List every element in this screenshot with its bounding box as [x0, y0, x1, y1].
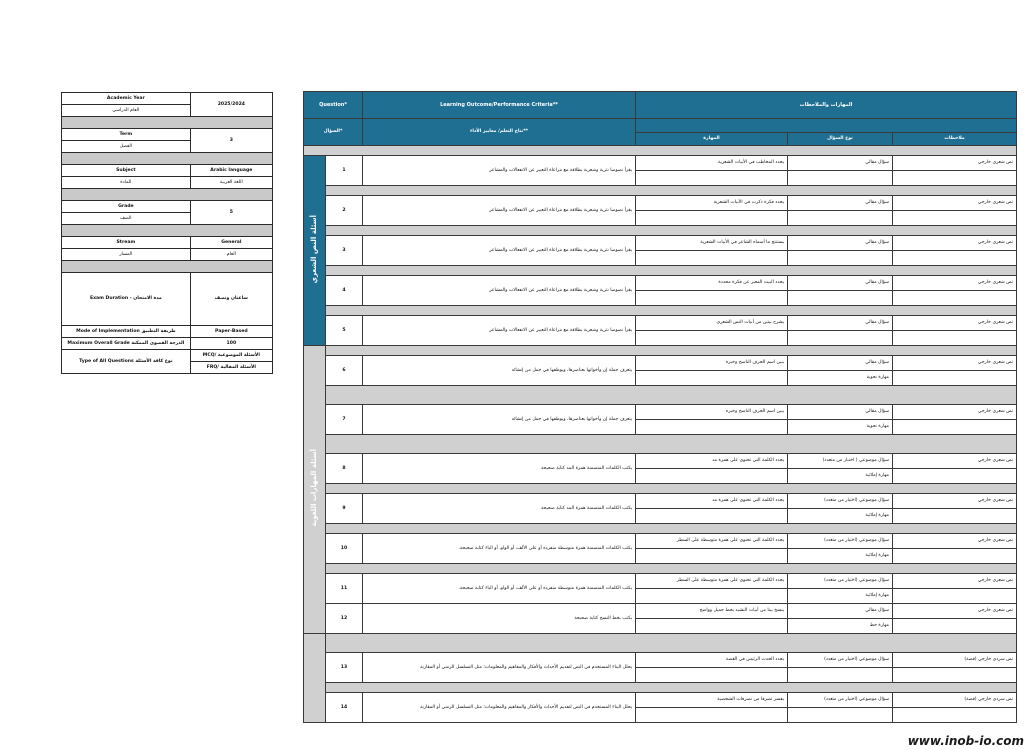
note: نص شعري خارجي — [893, 494, 1017, 509]
learning-outcome: يقرأ نصوصا نثرية وشعرية بطلاقة مع مراعاة التعبير عن الانفعالات والمشاعر — [363, 316, 636, 346]
watermark-url: www.inob-io.com — [907, 734, 1024, 748]
question-number: 1 — [326, 156, 363, 186]
learning-outcome: يقرأ نصوصا نثرية وشعرية بطلاقة مع مراعاة التعبير عن الانفعالات والمشاعر — [363, 196, 636, 226]
skill-secondary — [636, 291, 788, 306]
subject-value: Arabic language — [190, 165, 272, 177]
exam-specs-table — [303, 91, 1017, 723]
question-type-secondary — [788, 331, 893, 346]
skill-secondary — [636, 619, 788, 634]
stream-label-ar: المسار — [62, 249, 191, 261]
skill: يبين اسم الحرف الناسخ وخبره — [636, 356, 788, 371]
learning-outcome: يكتب بخط النسخ كتابة صحيحة — [363, 604, 636, 634]
row-divider — [326, 484, 1017, 494]
question-type: سؤال مقالي — [788, 276, 893, 291]
question-number: 9 — [326, 494, 363, 524]
question-type-secondary: مهارة خط — [788, 619, 893, 634]
question-header: Question* — [304, 92, 363, 119]
skill: يبين اسم الحرف الناسخ وخبره — [636, 405, 788, 420]
academic-year-value: 2025/2024 — [190, 93, 272, 117]
row-divider — [326, 266, 1017, 276]
skill-secondary — [636, 331, 788, 346]
skill: ينسخ بيتا من أبيات النشيد بخط جميل وواضح — [636, 604, 788, 619]
skill: يحدد الكلمة التي تحتوي على همزة متوسطة على السطر — [636, 534, 788, 549]
mode-label: Mode of Implementation طريقة التطبيق — [62, 326, 191, 338]
skill-secondary — [636, 589, 788, 604]
stream-label: Stream — [62, 237, 191, 249]
note: نص شعري خارجي — [893, 454, 1017, 469]
row-divider — [304, 146, 1017, 156]
question-number: 13 — [326, 653, 363, 683]
note-secondary — [893, 469, 1017, 484]
divider — [62, 117, 273, 129]
grade-label-ar: الصف — [62, 213, 191, 225]
question-type: سؤال مقالي — [788, 236, 893, 251]
academic-year-label-ar: العام الدراسي — [62, 105, 191, 117]
skill: يحدد الكلمة التي تحتوي على همزة متوسطة على السطر — [636, 574, 788, 589]
learning-outcome: يكتب الكلمات المتضمنة همزة متوسطة منفردة أو على الألف، أو الواو، أو الياء كتابة صحيحة. — [363, 534, 636, 564]
question-type: سؤال مقالي — [788, 356, 893, 371]
row-divider — [326, 186, 1017, 196]
subject-label-ar: المادة — [62, 177, 191, 189]
term-value: 3 — [190, 129, 272, 153]
skill-secondary — [636, 371, 788, 386]
note: نص شعري خارجي — [893, 276, 1017, 291]
section-title: أسئلة النص الشعري — [310, 215, 319, 284]
divider — [62, 153, 273, 165]
row-divider — [326, 564, 1017, 574]
skills-notes-header: المهارات والملاحظات — [636, 92, 1017, 119]
question-type: سؤال موضوعي (اختيار من متعدد) — [788, 494, 893, 509]
row-divider — [326, 683, 1017, 693]
header-spacer — [636, 119, 1017, 133]
note-secondary — [893, 619, 1017, 634]
skill: يحدد المخاطب في الأبيات الشعرية — [636, 156, 788, 171]
notes-column-header: ملاحظات — [893, 132, 1017, 146]
row-divider — [326, 634, 1017, 653]
note-secondary — [893, 291, 1017, 306]
learning-outcome: يقرأ نصوصا نثرية وشعرية بطلاقة مع مراعاة التعبير عن الانفعالات والمشاعر — [363, 156, 636, 186]
note: نص شعري خارجي — [893, 574, 1017, 589]
grade-label: Grade — [62, 201, 191, 213]
question-type: سؤال موضوعي (اختيار من متعدد) — [788, 534, 893, 549]
term-label-ar: الفصل — [62, 141, 191, 153]
question-type-frq: FRQ/ الأسئلة المقالية — [190, 362, 272, 374]
question-type: سؤال موضوعي (اختيار من متعدد) — [788, 574, 893, 589]
skill-secondary — [636, 251, 788, 266]
note-secondary — [893, 371, 1017, 386]
question-type: سؤال مقالي — [788, 156, 893, 171]
question-type-secondary — [788, 668, 893, 683]
note: نص سردي خارجي (قصة) — [893, 653, 1017, 668]
note-secondary — [893, 251, 1017, 266]
learning-outcome-header: Learning Outcome/Performance Criteria** — [363, 92, 636, 119]
question-header-ar: السؤال* — [304, 119, 363, 146]
duration-label: Exam Duration - مدة الامتحان — [62, 273, 191, 326]
learning-outcome: يكتب الكلمات المتضمنة همزة المد كتابة صحيحة — [363, 454, 636, 484]
note: نص شعري خارجي — [893, 316, 1017, 331]
question-type: سؤال مقالي — [788, 405, 893, 420]
skill: يفسر تصرفا من تصرفات الشخصية — [636, 693, 788, 708]
question-type-secondary — [788, 211, 893, 226]
divider — [62, 225, 273, 237]
note: نص شعري خارجي — [893, 356, 1017, 371]
question-type-secondary — [788, 708, 893, 723]
row-divider — [326, 524, 1017, 534]
skill-secondary — [636, 668, 788, 683]
skill-column-header: المهارة — [636, 132, 788, 146]
question-type-secondary — [788, 251, 893, 266]
question-number: 4 — [326, 276, 363, 306]
note-secondary — [893, 420, 1017, 435]
row-divider — [326, 346, 1017, 356]
stream-value-ar: العام — [190, 249, 272, 261]
section-label-poetry — [304, 156, 326, 346]
question-number: 12 — [326, 604, 363, 634]
academic-year-label: Academic Year — [62, 93, 191, 105]
divider — [62, 189, 273, 201]
exam-info-table — [61, 92, 273, 374]
question-type: سؤال مقالي — [788, 604, 893, 619]
note: نص شعري خارجي — [893, 196, 1017, 211]
learning-outcome: يتعرف جملة إن وأخواتها بعناصرها، ويوظفها في جمل من إنشائه — [363, 405, 636, 435]
question-type-secondary: مهارة إملائية — [788, 549, 893, 564]
duration-value: ساعتان ونصف — [190, 273, 272, 326]
question-type-secondary — [788, 291, 893, 306]
question-type-secondary: مهارة نحوية — [788, 371, 893, 386]
divider — [62, 261, 273, 273]
note: نص سردي خارجي (قصة) — [893, 693, 1017, 708]
skill: يحدد الحدث الرئيس في القصة — [636, 653, 788, 668]
question-type-secondary: مهارة إملائية — [788, 509, 893, 524]
skill: يشرح بيتين من أبيات النص الشعري — [636, 316, 788, 331]
note: نص شعري خارجي — [893, 156, 1017, 171]
question-type: سؤال موضوعي (اختيار من متعدد) — [788, 693, 893, 708]
question-type: سؤال موضوعي (اختيار من متعدد) — [788, 653, 893, 668]
question-type: سؤال موضوعي ( اختيار من متعدد) — [788, 454, 893, 469]
skill-secondary — [636, 420, 788, 435]
skill: يحدد الكلمة التي تحتوي على همزة مد — [636, 454, 788, 469]
learning-outcome: يقرأ نصوصا نثرية وشعرية بطلاقة مع مراعاة التعبير عن الانفعالات والمشاعر — [363, 276, 636, 306]
skill-secondary — [636, 469, 788, 484]
section-label-language — [304, 346, 326, 634]
note: نص شعري خارجي — [893, 405, 1017, 420]
learning-outcome: يحلل البناء المستخدم في النص لتقديم الأحداث والأفكار والمفاهيم والمعلومات؛ مثل التسلسل الزمني أو المقارنة — [363, 653, 636, 683]
note-secondary — [893, 549, 1017, 564]
note-secondary — [893, 668, 1017, 683]
skill-secondary — [636, 509, 788, 524]
question-type-mcq: MCQ/ الأسئلة الموضوعية — [190, 350, 272, 362]
note-secondary — [893, 331, 1017, 346]
question-type-secondary: مهارة إملائية — [788, 469, 893, 484]
skill: يحدد البيت المعبر عن فكرة محددة — [636, 276, 788, 291]
note: نص شعري خارجي — [893, 534, 1017, 549]
skill: يستنتج ما أسماه الشاعر في الأبيات الشعرية — [636, 236, 788, 251]
learning-outcome: يحلل البناء المستخدم في النص لتقديم الأحداث والأفكار والمفاهيم والمعلومات؛ مثل التسلسل الزمني أو المقارنة — [363, 693, 636, 723]
note-secondary — [893, 509, 1017, 524]
max-grade-value: 100 — [190, 338, 272, 350]
learning-outcome: يكتب الكلمات المتضمنة همزة متوسطة منفردة أو على الألف، أو الواو، أو الياء كتابة صحيحة. — [363, 574, 636, 604]
question-number: 6 — [326, 356, 363, 386]
question-type-secondary: مهارة إملائية — [788, 589, 893, 604]
row-divider — [326, 386, 1017, 405]
question-number: 7 — [326, 405, 363, 435]
learning-outcome: يتعرف جملة إن وأخواتها بعناصرها، ويوظفها في جمل من إنشائه — [363, 356, 636, 386]
question-number: 10 — [326, 534, 363, 564]
section-title: أسئلة المهارات اللغوية — [310, 449, 319, 528]
type-column-header: نوع السؤال — [788, 132, 893, 146]
term-label: Term — [62, 129, 191, 141]
note-secondary — [893, 171, 1017, 186]
skill-secondary — [636, 211, 788, 226]
note: نص شعري خارجي — [893, 236, 1017, 251]
skill-secondary — [636, 171, 788, 186]
question-type: سؤال مقالي — [788, 196, 893, 211]
question-type: سؤال مقالي — [788, 316, 893, 331]
subject-value-ar: اللغة العربية — [190, 177, 272, 189]
question-number: 2 — [326, 196, 363, 226]
section-label-reading — [304, 634, 326, 723]
row-divider — [326, 435, 1017, 454]
question-types-label: Type of All Questions نوع كافة الأسئلة — [62, 350, 191, 374]
question-type-secondary — [788, 171, 893, 186]
question-number: 8 — [326, 454, 363, 484]
learning-outcome: يكتب الكلمات المتضمنة همزة المد كتابة صحيحة — [363, 494, 636, 524]
skill: يحدد فكرة ذكرت في الأبيات الشعرية — [636, 196, 788, 211]
question-number: 5 — [326, 316, 363, 346]
row-divider — [326, 306, 1017, 316]
grade-value: 5 — [190, 201, 272, 225]
note-secondary — [893, 589, 1017, 604]
question-type-secondary: مهارة نحوية — [788, 420, 893, 435]
question-number: 3 — [326, 236, 363, 266]
mode-value: Paper-Based — [190, 326, 272, 338]
note-secondary — [893, 708, 1017, 723]
row-divider — [326, 226, 1017, 236]
note: نص شعري خارجي — [893, 604, 1017, 619]
skill-secondary — [636, 708, 788, 723]
skill: يحدد الكلمة التي تحتوي على همزة مد — [636, 494, 788, 509]
subject-label: Subject — [62, 165, 191, 177]
learning-outcome: يقرأ نصوصا نثرية وشعرية بطلاقة مع مراعاة التعبير عن الانفعالات والمشاعر — [363, 236, 636, 266]
stream-value: General — [190, 237, 272, 249]
question-number: 14 — [326, 693, 363, 723]
skill-secondary — [636, 549, 788, 564]
max-grade-label: Maximum Overall Grade الدرجة القصوى الممكنة — [62, 338, 191, 350]
question-number: 11 — [326, 574, 363, 604]
learning-outcome-header-ar: نتاج التعلم/ معايير الأداء** — [363, 119, 636, 146]
note-secondary — [893, 211, 1017, 226]
